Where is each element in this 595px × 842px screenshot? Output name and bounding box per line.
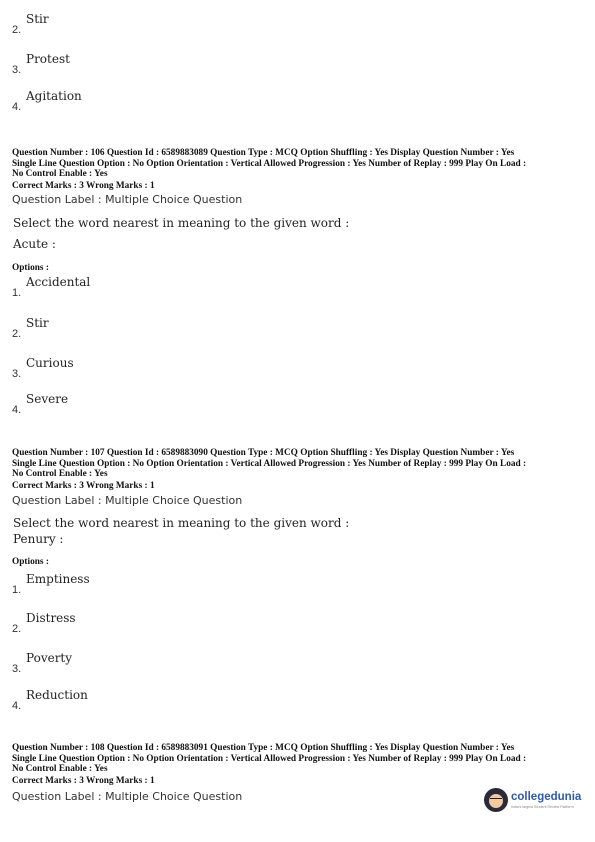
question-label: Question Label : Multiple Choice Question — [12, 193, 243, 206]
meta-line: No Control Enable : Yes — [12, 469, 108, 479]
option-number: 3. — [12, 663, 22, 675]
given-word: Penury : — [13, 532, 64, 546]
option-text: Stir — [26, 316, 49, 330]
meta-line: Single Line Question Option : No Option Orientation : Vertical Allowed Progression : Yes Number of Replay : 999 Play On Load : — [12, 458, 527, 469]
meta-line: Single Line Question Option : No Option Orientation : Vertical Allowed Progression : Yes Number of Replay : 999 Play On Load : — [12, 158, 527, 169]
option-text: Severe — [26, 392, 69, 406]
option-text: Accidental — [26, 275, 91, 289]
meta-line: Question Number : 108 Question Id : 6589883091 Question Type : MCQ Option Shuffling : Yes Display Question Number : Yes — [12, 743, 515, 753]
option-number: 2. — [12, 623, 22, 635]
collegedunia-logo — [484, 788, 584, 816]
option-text: Protest — [26, 52, 70, 66]
options-heading: Options : — [12, 557, 49, 567]
option-text: Stir — [26, 12, 49, 26]
marks-line: Correct Marks : 3 Wrong Marks : 1 — [12, 181, 155, 191]
option-number: 2. — [12, 24, 22, 36]
question-meta — [12, 448, 587, 480]
meta-line: Question Number : 106 Question Id : 6589883089 Question Type : MCQ Option Shuffling : Yes Display Question Number : Yes — [12, 148, 515, 158]
mascot-icon — [484, 788, 508, 812]
logo-name: collegedunia — [511, 791, 582, 803]
option-text: Distress — [26, 611, 76, 625]
question-label: Question Label : Multiple Choice Question — [12, 790, 243, 803]
meta-line: Single Line Question Option : No Option Orientation : Vertical Allowed Progression : Yes Number of Replay : 999 Play On Load : — [12, 753, 527, 764]
option-number: 3. — [12, 64, 22, 76]
option-text: Agitation — [26, 89, 82, 103]
option-number: 1. — [12, 584, 22, 596]
given-word: Acute : — [13, 237, 56, 251]
logo-tagline: India's largest Student Review Platform — [511, 805, 574, 809]
question-meta — [12, 148, 587, 180]
option-number: 4. — [12, 404, 22, 416]
question-label: Question Label : Multiple Choice Question — [12, 494, 243, 507]
question-text: Select the word nearest in meaning to the given word : — [13, 216, 350, 230]
meta-line: No Control Enable : Yes — [12, 764, 108, 774]
meta-line: Question Number : 107 Question Id : 6589883090 Question Type : MCQ Option Shuffling : Yes Display Question Number : Yes — [12, 448, 515, 458]
option-text: Poverty — [26, 651, 73, 665]
options-heading: Options : — [12, 263, 49, 273]
option-text: Emptiness — [26, 572, 90, 586]
option-number: 2. — [12, 328, 22, 340]
option-text: Reduction — [26, 688, 88, 702]
option-text: Curious — [26, 356, 74, 370]
option-number: 1. — [12, 287, 22, 299]
question-meta — [12, 743, 587, 775]
option-number: 3. — [12, 368, 22, 380]
marks-line: Correct Marks : 3 Wrong Marks : 1 — [12, 481, 155, 491]
question-text: Select the word nearest in meaning to the given word : — [13, 516, 350, 530]
option-number: 4. — [12, 101, 22, 113]
meta-line: No Control Enable : Yes — [12, 169, 108, 179]
marks-line: Correct Marks : 3 Wrong Marks : 1 — [12, 776, 155, 786]
option-number: 4. — [12, 700, 22, 712]
